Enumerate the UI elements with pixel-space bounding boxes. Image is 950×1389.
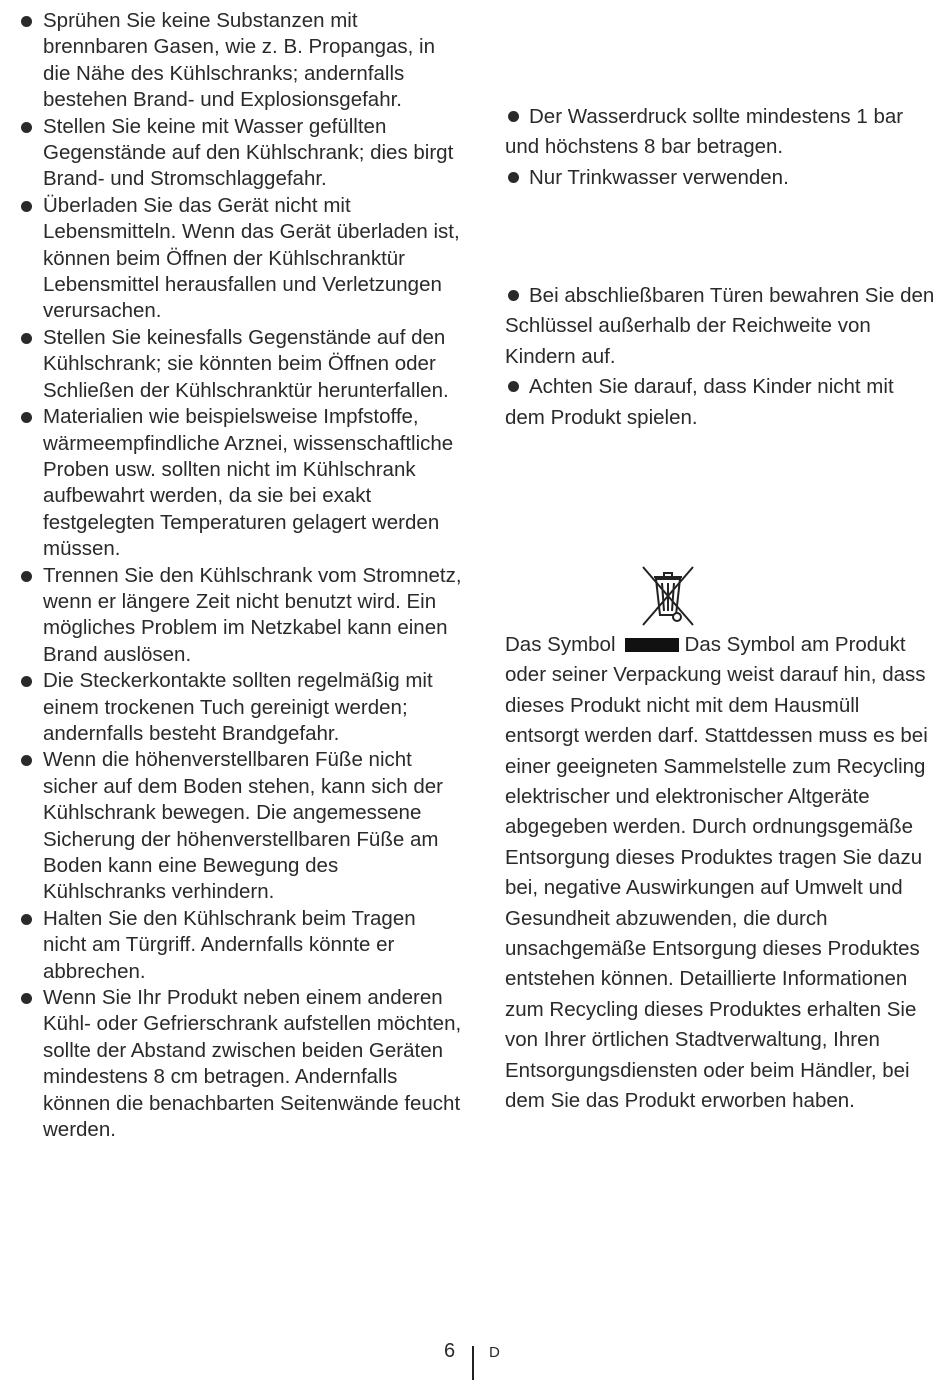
weee-disposal-notice (505, 630, 935, 1117)
warning-item: Sprühen Sie keine Substanzen mit brennbaren Gasen, wie z. B. Propangas, in die Nähe des Kühlschranks; andernfalls bestehen Brand- und Explosionsgefahr. (18, 8, 463, 114)
bullet-icon (508, 290, 519, 301)
water-note (505, 163, 935, 193)
child-safety-note (505, 372, 935, 433)
warning-item: Halten Sie den Kühlschrank beim Tragen nicht am Türgriff. Andernfalls könnte er abbrechen. (18, 906, 463, 985)
warning-item: Trennen Sie den Kühlschrank vom Stromnetz, wenn er längere Zeit nicht benutzt wird. Ein mögliches Problem im Netzkabel kann einen Brand auslösen. (18, 563, 463, 669)
bullet-icon (508, 381, 519, 392)
child-safety-note-text: Achten Sie darauf, dass Kinder nicht mit dem Produkt spielen. (505, 375, 894, 429)
warning-item: Materialien wie beispielsweise Impfstoffe, wärmeempfindliche Arznei, wissenschaftliche Proben usw. sollten nicht im Kühlschrank aufbewahrt werden, da sie bei exakt festgelegten Temperaturen gelagert werden müssen. (18, 404, 463, 562)
warning-item: Überladen Sie das Gerät nicht mit Lebensmitteln. Wenn das Gerät überladen ist, können beim Öffnen der Kühlschranktür Lebensmittel herausfallen und Verletzungen verursachen. (18, 193, 463, 325)
warning-item: Wenn Sie Ihr Produkt neben einem anderen Kühl- oder Gefrierschrank aufstellen möchten, sollte der Abstand zwischen beiden Geräten mindestens 8 cm betragen. Andernfalls können die benachbarten Seitenwände feucht werden. (18, 985, 463, 1143)
black-bar-icon (625, 638, 679, 652)
bullet-icon (508, 172, 519, 183)
warning-item: Die Steckerkontakte sollten regelmäßig mit einem trockenen Tuch gereinigt werden; andernfalls besteht Brandgefahr. (18, 668, 463, 747)
crossed-out-wheelie-bin-icon (640, 563, 696, 629)
weee-paragraph (505, 630, 935, 1117)
page-number: 6 (444, 1340, 456, 1362)
water-note (505, 102, 935, 163)
child-safety-note-text: Bei abschließbaren Türen bewahren Sie den Schlüssel außerhalb der Reichweite von Kindern auf. (505, 284, 935, 368)
water-supply-notes (505, 102, 935, 193)
warning-item: Stellen Sie keine mit Wasser gefüllten Gegenstände auf den Kühlschrank; dies birgt Brand- und Stromschlaggefahr. (18, 114, 463, 193)
water-note-text: Nur Trinkwasser verwenden. (529, 165, 789, 189)
safety-warnings-column (18, 8, 463, 1143)
language-code: D (489, 1344, 500, 1361)
bullet-icon (508, 111, 519, 122)
child-safety-note (505, 281, 935, 372)
footer-divider (472, 1346, 474, 1380)
child-safety-notes (505, 281, 935, 433)
weee-lead-text: Das Symbol (505, 633, 616, 656)
safety-warnings-list (18, 8, 463, 1143)
warning-item: Stellen Sie keinesfalls Gegenstände auf den Kühlschrank; sie könnten beim Öffnen oder Schließen der Kühlschranktür herunterfallen. (18, 325, 463, 404)
weee-body-text: Das Symbol am Produkt oder seiner Verpackung weist darauf hin, dass dieses Produkt nicht mit dem Hausmüll entsorgt werden darf. Stattdessen muss es bei einer geeigneten Sammelstelle zum Recycling elektrischer und elektronischer Altgeräte abgegeben werden. Durch ordnungsgemäße Entsorgung dieses Produktes tragen Sie dazu bei, negative Auswirkungen auf Umwelt und Gesundheit abzuwenden, die durch unsachgemäße Entsorgung dieses Produktes entstehen können. Detaillierte Informationen zum Recycling dieses Produktes erhalten Sie von Ihrer örtlichen Stadtverwaltung, Ihren Entsorgungsdiensten oder beim Händler, bei dem Sie das Produkt erworben haben. (505, 633, 928, 1113)
water-note-text: Der Wasserdruck sollte mindestens 1 bar und höchstens 8 bar betragen. (505, 105, 904, 159)
warning-item: Wenn die höhenverstellbaren Füße nicht sicher auf dem Boden stehen, kann sich der Kühlschrank bewegen. Die angemessene Sicherung der höhenverstellbaren Füße am Boden kann eine Bewegung des Kühlschranks verhindern. (18, 747, 463, 905)
